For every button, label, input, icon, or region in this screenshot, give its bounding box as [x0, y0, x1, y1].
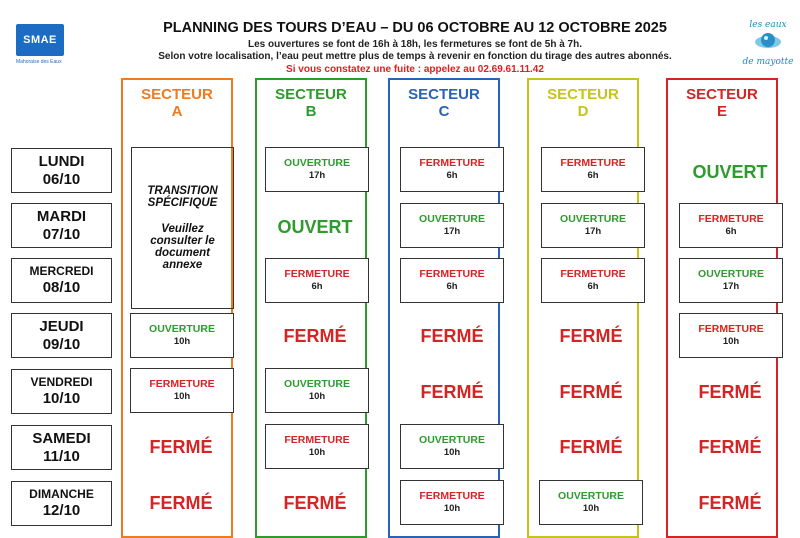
sector-e-thursday-cell: FERMETURE 10h — [679, 313, 783, 358]
sector-d-thursday-closed: FERMÉ — [559, 326, 623, 346]
transition-body: Veuillez consulter le document annexe — [150, 223, 215, 271]
sector-d-friday-closed: FERMÉ — [559, 382, 623, 402]
sector-e-saturday-closed: FERMÉ — [698, 437, 762, 457]
sector-d-saturday-closed: FERMÉ — [559, 437, 623, 457]
sector-d-monday-cell: FERMETURE 6h — [541, 147, 645, 192]
sector-b-wednesday-cell: FERMETURE 6h — [265, 258, 369, 303]
sector-d-header: SECTEUR D — [547, 86, 619, 121]
smae-logo-text: SMAE — [16, 24, 64, 56]
sector-b-friday-cell: OUVERTURE 10h — [265, 368, 369, 413]
sector-a-header: SECTEUR A — [141, 86, 213, 121]
day-date: 11/10 — [43, 447, 80, 465]
sector-c-sunday-cell: FERMETURE 10h — [400, 480, 504, 525]
sector-b-saturday-cell: FERMETURE 10h — [265, 424, 369, 469]
day-name: SAMEDI — [32, 430, 91, 448]
sector-a-sunday-closed: FERMÉ — [149, 493, 213, 513]
sector-c-tuesday-cell: OUVERTURE 17h — [400, 203, 504, 248]
day-name: JEUDI — [39, 318, 84, 336]
sector-b-header: SECTEUR B — [275, 86, 347, 121]
day-name: VENDREDI — [30, 374, 93, 389]
sector-e-header: SECTEUR E — [686, 86, 758, 121]
sector-a-transition-note — [131, 147, 234, 309]
day-name: MERCREDI — [29, 263, 94, 278]
day-name: MARDI — [36, 208, 87, 226]
transition-title: TRANSITION SPÉCIFIQUE — [147, 185, 218, 209]
sector-a-friday-cell: FERMETURE 10h — [130, 368, 234, 413]
sector-c-thursday-closed: FERMÉ — [420, 326, 484, 346]
day-thursday — [11, 313, 112, 358]
day-date: 10/10 — [42, 389, 81, 407]
sector-e-monday-open: OUVERT — [692, 162, 768, 182]
day-name: DIMANCHE — [29, 486, 94, 501]
sector-e-friday-closed: FERMÉ — [698, 382, 762, 402]
sector-b-tuesday-open: OUVERT — [277, 217, 353, 237]
day-wednesday — [11, 258, 112, 303]
day-sunday — [11, 481, 112, 526]
water-drop-icon — [753, 30, 783, 50]
sector-b-sunday-closed: FERMÉ — [283, 493, 347, 513]
sector-c-saturday-cell: OUVERTURE 10h — [400, 424, 504, 469]
sector-e-wednesday-cell: OUVERTURE 17h — [679, 258, 783, 303]
day-tuesday — [11, 203, 112, 248]
sector-b-monday-cell: OUVERTURE 17h — [265, 147, 369, 192]
sector-c-header: SECTEUR C — [408, 86, 480, 121]
sector-a-thursday-cell: OUVERTURE 10h — [130, 313, 234, 358]
sector-a-saturday-closed: FERMÉ — [149, 437, 213, 457]
page-title: PLANNING DES TOURS D’EAU – DU 06 OCTOBRE AU 12 OCTOBRE 2025 — [163, 20, 667, 36]
sector-d-wednesday-cell: FERMETURE 6h — [541, 258, 645, 303]
day-saturday — [11, 425, 112, 470]
sector-b-thursday-closed: FERMÉ — [283, 326, 347, 346]
location-info: Selon votre localisation, l’eau peut mettre plus de temps à revenir en fonction du tirage des autres abonnés. — [158, 51, 672, 62]
smae-logo-subtitle: Mahoraise des Eaux — [16, 59, 62, 65]
sector-d-tuesday-cell: OUVERTURE 17h — [541, 203, 645, 248]
day-friday — [11, 369, 112, 414]
sector-c-friday-closed: FERMÉ — [420, 382, 484, 402]
day-date: 12/10 — [42, 501, 81, 519]
day-date: 09/10 — [42, 335, 81, 353]
day-date: 08/10 — [42, 278, 81, 296]
mayotte-logo-bottom: de mayotte — [742, 57, 794, 67]
day-name: LUNDI — [38, 153, 85, 171]
hours-info: Les ouvertures se font de 16h à 18h, les fermetures se font de 5h à 7h. — [247, 39, 582, 50]
eaux-de-mayotte-logo — [740, 20, 796, 67]
sector-d-sunday-cell: OUVERTURE 10h — [539, 480, 643, 525]
day-monday — [11, 148, 112, 193]
day-date: 06/10 — [42, 170, 81, 188]
day-date: 07/10 — [42, 225, 81, 243]
sector-c-wednesday-cell: FERMETURE 6h — [400, 258, 504, 303]
sector-c-monday-cell: FERMETURE 6h — [400, 147, 504, 192]
sector-e-tuesday-cell: FERMETURE 6h — [679, 203, 783, 248]
mayotte-logo-top: les eaux — [749, 20, 787, 30]
leak-phone-notice: Si vous constatez une fuite : appelez au 02.69.61.11.42 — [286, 64, 544, 75]
smae-logo — [16, 24, 72, 65]
sector-e-sunday-closed: FERMÉ — [698, 493, 762, 513]
